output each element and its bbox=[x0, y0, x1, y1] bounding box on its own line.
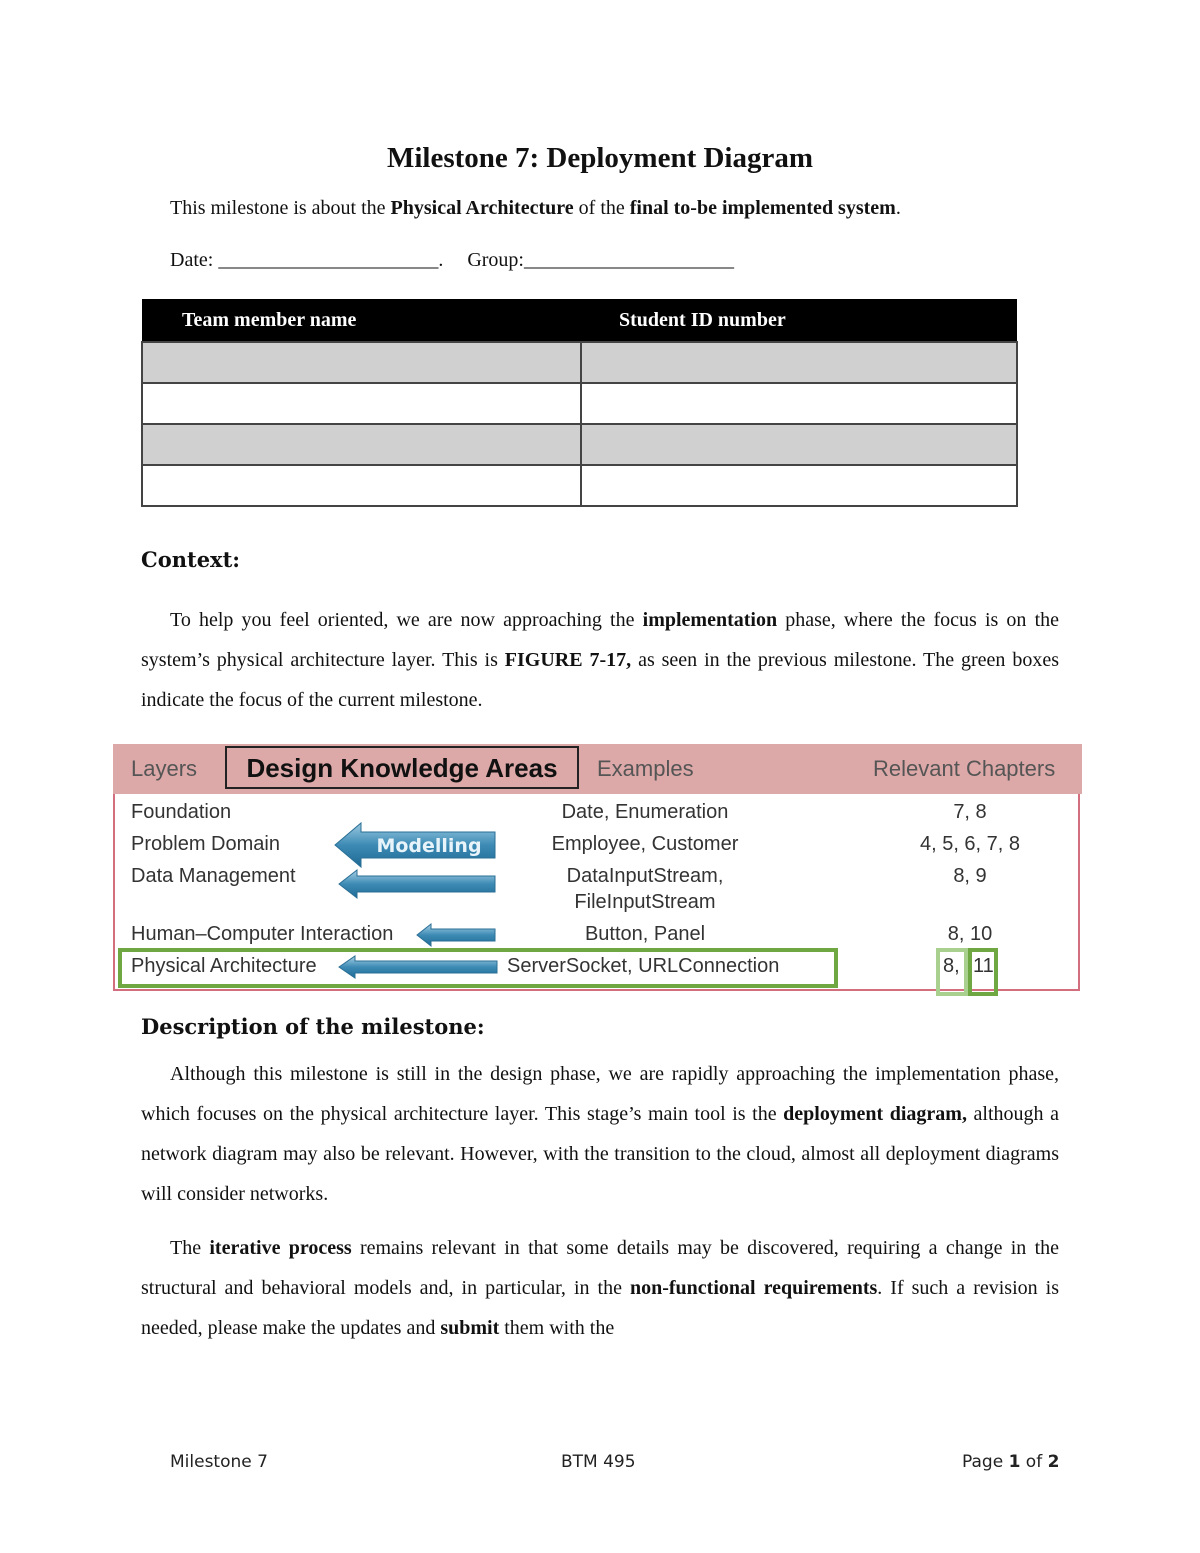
focus-box-physical-architecture bbox=[118, 948, 838, 988]
name-cell[interactable] bbox=[142, 383, 581, 424]
layer-human-computer-interaction: Human–Computer Interaction bbox=[131, 923, 394, 945]
name-cell[interactable] bbox=[142, 342, 581, 383]
description-heading: Description of the milestone: bbox=[141, 1014, 485, 1039]
header-relevant-chapters: Relevant Chapters bbox=[873, 756, 1056, 781]
table-row bbox=[142, 342, 1017, 383]
id-cell[interactable] bbox=[581, 383, 1017, 424]
chapters-physical-architecture-a: 8, bbox=[943, 955, 960, 977]
date-group-line bbox=[170, 249, 734, 272]
footer-page-number: Page 1 of 2 bbox=[962, 1452, 1060, 1472]
examples-problem-domain: Employee, Customer bbox=[551, 833, 739, 855]
group-field[interactable]: _____________________ bbox=[523, 249, 734, 271]
focus-box-chapter-11 bbox=[968, 948, 998, 996]
description-paragraph-1: Although this milestone is still in the design phase, we are rapidly approaching the implementation phase, which focuses on the physical architecture layer. This stage’s main tool is the deployment diagram, although a network diagram may also be relevant. However, with the transition to the cloud, almost all deployment diagrams will consider networks. bbox=[141, 1063, 1059, 1205]
examples-data-management-2: FileInputStream bbox=[574, 891, 716, 913]
chapters-foundation: 7, 8 bbox=[953, 801, 987, 823]
layer-foundation: Foundation bbox=[131, 801, 232, 823]
modelling-arrow-icon bbox=[333, 821, 498, 869]
date-field[interactable]: ______________________. bbox=[218, 249, 444, 271]
modelling-label: Modelling bbox=[376, 835, 482, 857]
chapters-data-management: 8, 9 bbox=[953, 865, 987, 887]
layer-problem-domain: Problem Domain bbox=[131, 833, 280, 855]
header-examples: Examples bbox=[597, 756, 694, 781]
header-layers: Layers bbox=[131, 756, 198, 781]
table-row bbox=[142, 383, 1017, 424]
examples-foundation: Date, Enumeration bbox=[561, 801, 729, 823]
name-cell[interactable] bbox=[142, 465, 581, 506]
footer-left: Milestone 7 bbox=[170, 1452, 268, 1472]
examples-physical-architecture: ServerSocket, URLConnection bbox=[507, 955, 780, 977]
context-heading: Context: bbox=[141, 547, 241, 572]
layers-figure bbox=[113, 744, 1080, 991]
date-label: Date: bbox=[170, 249, 214, 271]
chapters-physical-architecture-b: 11 bbox=[973, 955, 994, 977]
header-team-member-name: Team member name bbox=[142, 299, 581, 342]
chapters-human-computer-interaction: 8, 10 bbox=[947, 923, 993, 945]
id-cell[interactable] bbox=[581, 342, 1017, 383]
id-cell[interactable] bbox=[581, 465, 1017, 506]
arrow-left-icon bbox=[415, 922, 497, 948]
chapters-problem-domain: 4, 5, 6, 7, 8 bbox=[919, 833, 1021, 855]
arrow-left-icon bbox=[337, 868, 497, 900]
figure-header bbox=[113, 744, 1082, 794]
group-label: Group: bbox=[467, 249, 524, 271]
id-cell[interactable] bbox=[581, 424, 1017, 465]
name-cell[interactable] bbox=[142, 424, 581, 465]
table-row bbox=[142, 424, 1017, 465]
intro-text: This milestone is about the Physical Architecture of the final to-be implemented system. bbox=[170, 197, 901, 219]
examples-human-computer-interaction: Button, Panel bbox=[584, 923, 706, 945]
header-design-knowledge-areas: Design Knowledge Areas bbox=[225, 746, 579, 789]
examples-data-management: DataInputStream, bbox=[566, 865, 724, 887]
footer-center: BTM 495 bbox=[561, 1452, 636, 1472]
focus-box-chapter-8 bbox=[936, 948, 968, 996]
context-paragraph: To help you feel oriented, we are now approaching the implementation phase, where the focus is on the system’s physical architecture layer. This is FIGURE 7-17, as seen in the previous milestone. The green boxes indicate the focus of the current milestone. bbox=[141, 609, 1059, 711]
description-paragraph-2: The iterative process remains relevant in that some details may be discovered, requiring a change in the structural and behavioral models and, in particular, in the non-functional requirements. If such a revision is needed, please make the updates and submit them with the bbox=[141, 1237, 1060, 1339]
layer-data-management: Data Management bbox=[131, 865, 296, 887]
page-title: Milestone 7: Deployment Diagram bbox=[386, 142, 814, 174]
table-row bbox=[142, 465, 1017, 506]
layer-physical-architecture: Physical Architecture bbox=[131, 955, 317, 977]
header-student-id: Student ID number bbox=[581, 299, 1017, 342]
team-members-table bbox=[141, 299, 1018, 507]
